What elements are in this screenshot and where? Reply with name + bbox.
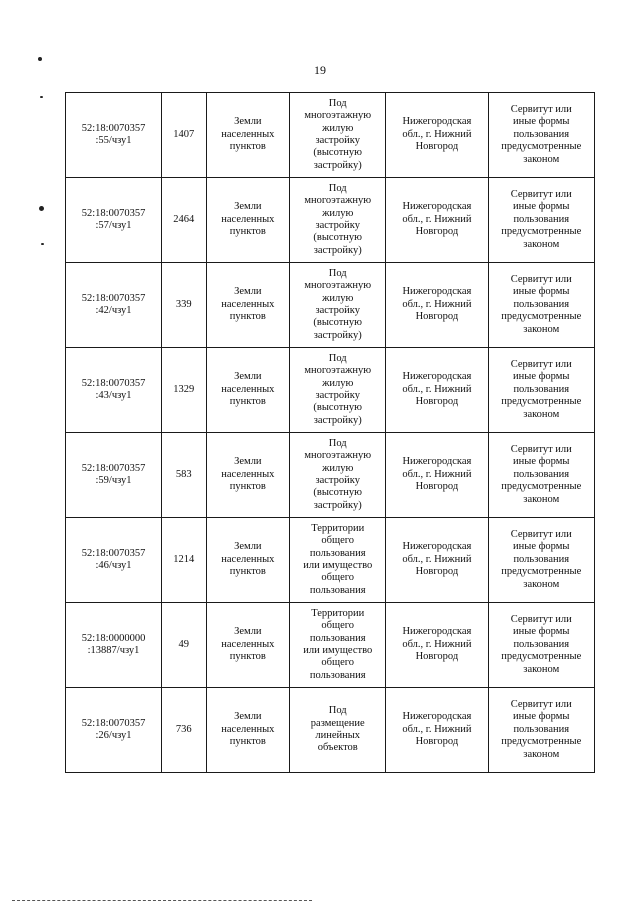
- land-category-cell: Земли населенных пунктов: [206, 433, 290, 518]
- permitted-use-cell: Территории общего пользования или имущество общего пользования: [290, 603, 386, 688]
- permitted-use-cell: Под многоэтажную жилую застройку (высотную застройку): [290, 263, 386, 348]
- cadastral-number-cell: 52:18:0000000 :13887/чзу1: [66, 603, 162, 688]
- land-category-cell: Земли населенных пунктов: [206, 603, 290, 688]
- table-row: [66, 93, 595, 178]
- address-cell: Нижегородская обл., г. Нижний Новгород: [386, 178, 488, 263]
- cadastral-number-cell: 52:18:0070357 :43/чзу1: [66, 348, 162, 433]
- land-category-cell: Земли населенных пунктов: [206, 263, 290, 348]
- land-category-cell: Земли населенных пунктов: [206, 688, 290, 773]
- permitted-use-cell: Под многоэтажную жилую застройку (высотную застройку): [290, 348, 386, 433]
- encumbrance-cell: Сервитут или иные формы пользования предусмотренные законом: [488, 263, 594, 348]
- area-cell: 1329: [162, 348, 206, 433]
- cadastral-number-cell: 52:18:0070357 :59/чзу1: [66, 433, 162, 518]
- table-row: [66, 688, 595, 773]
- table-row: [66, 348, 595, 433]
- scan-speck: [41, 243, 44, 245]
- page-number: 19: [314, 63, 326, 77]
- permitted-use-cell: Под многоэтажную жилую застройку (высотную застройку): [290, 178, 386, 263]
- land-category-cell: Земли населенных пунктов: [206, 178, 290, 263]
- scan-speck: [38, 57, 42, 61]
- land-parcels-table: [65, 92, 595, 773]
- area-cell: 1214: [162, 518, 206, 603]
- encumbrance-cell: Сервитут или иные формы пользования предусмотренные законом: [488, 93, 594, 178]
- table-row: [66, 263, 595, 348]
- scan-speck: [39, 206, 44, 211]
- encumbrance-cell: Сервитут или иные формы пользования предусмотренные законом: [488, 178, 594, 263]
- encumbrance-cell: Сервитут или иные формы пользования предусмотренные законом: [488, 603, 594, 688]
- land-category-cell: Земли населенных пунктов: [206, 518, 290, 603]
- land-category-cell: Земли населенных пунктов: [206, 93, 290, 178]
- address-cell: Нижегородская обл., г. Нижний Новгород: [386, 688, 488, 773]
- area-cell: 339: [162, 263, 206, 348]
- cadastral-number-cell: 52:18:0070357 :57/чзу1: [66, 178, 162, 263]
- encumbrance-cell: Сервитут или иные формы пользования предусмотренные законом: [488, 688, 594, 773]
- address-cell: Нижегородская обл., г. Нижний Новгород: [386, 433, 488, 518]
- area-cell: 736: [162, 688, 206, 773]
- permitted-use-cell: Под многоэтажную жилую застройку (высотную застройку): [290, 433, 386, 518]
- address-cell: Нижегородская обл., г. Нижний Новгород: [386, 348, 488, 433]
- area-cell: 2464: [162, 178, 206, 263]
- cadastral-number-cell: 52:18:0070357 :46/чзу1: [66, 518, 162, 603]
- address-cell: Нижегородская обл., г. Нижний Новгород: [386, 263, 488, 348]
- land-category-cell: Земли населенных пунктов: [206, 348, 290, 433]
- land-parcels-table-body: [66, 93, 595, 773]
- table-row: [66, 178, 595, 263]
- address-cell: Нижегородская обл., г. Нижний Новгород: [386, 518, 488, 603]
- cadastral-number-cell: 52:18:0070357 :55/чзу1: [66, 93, 162, 178]
- scan-speck: [40, 96, 43, 98]
- encumbrance-cell: Сервитут или иные формы пользования предусмотренные законом: [488, 433, 594, 518]
- table-row: [66, 518, 595, 603]
- footer-rule: [12, 900, 312, 901]
- table-row: [66, 603, 595, 688]
- encumbrance-cell: Сервитут или иные формы пользования предусмотренные законом: [488, 348, 594, 433]
- cadastral-number-cell: 52:18:0070357 :42/чзу1: [66, 263, 162, 348]
- area-cell: 1407: [162, 93, 206, 178]
- permitted-use-cell: Под многоэтажную жилую застройку (высотную застройку): [290, 93, 386, 178]
- cadastral-number-cell: 52:18:0070357 :26/чзу1: [66, 688, 162, 773]
- table-row: [66, 433, 595, 518]
- permitted-use-cell: Под размещение линейных объектов: [290, 688, 386, 773]
- address-cell: Нижегородская обл., г. Нижний Новгород: [386, 93, 488, 178]
- encumbrance-cell: Сервитут или иные формы пользования предусмотренные законом: [488, 518, 594, 603]
- area-cell: 583: [162, 433, 206, 518]
- address-cell: Нижегородская обл., г. Нижний Новгород: [386, 603, 488, 688]
- permitted-use-cell: Территории общего пользования или имущество общего пользования: [290, 518, 386, 603]
- area-cell: 49: [162, 603, 206, 688]
